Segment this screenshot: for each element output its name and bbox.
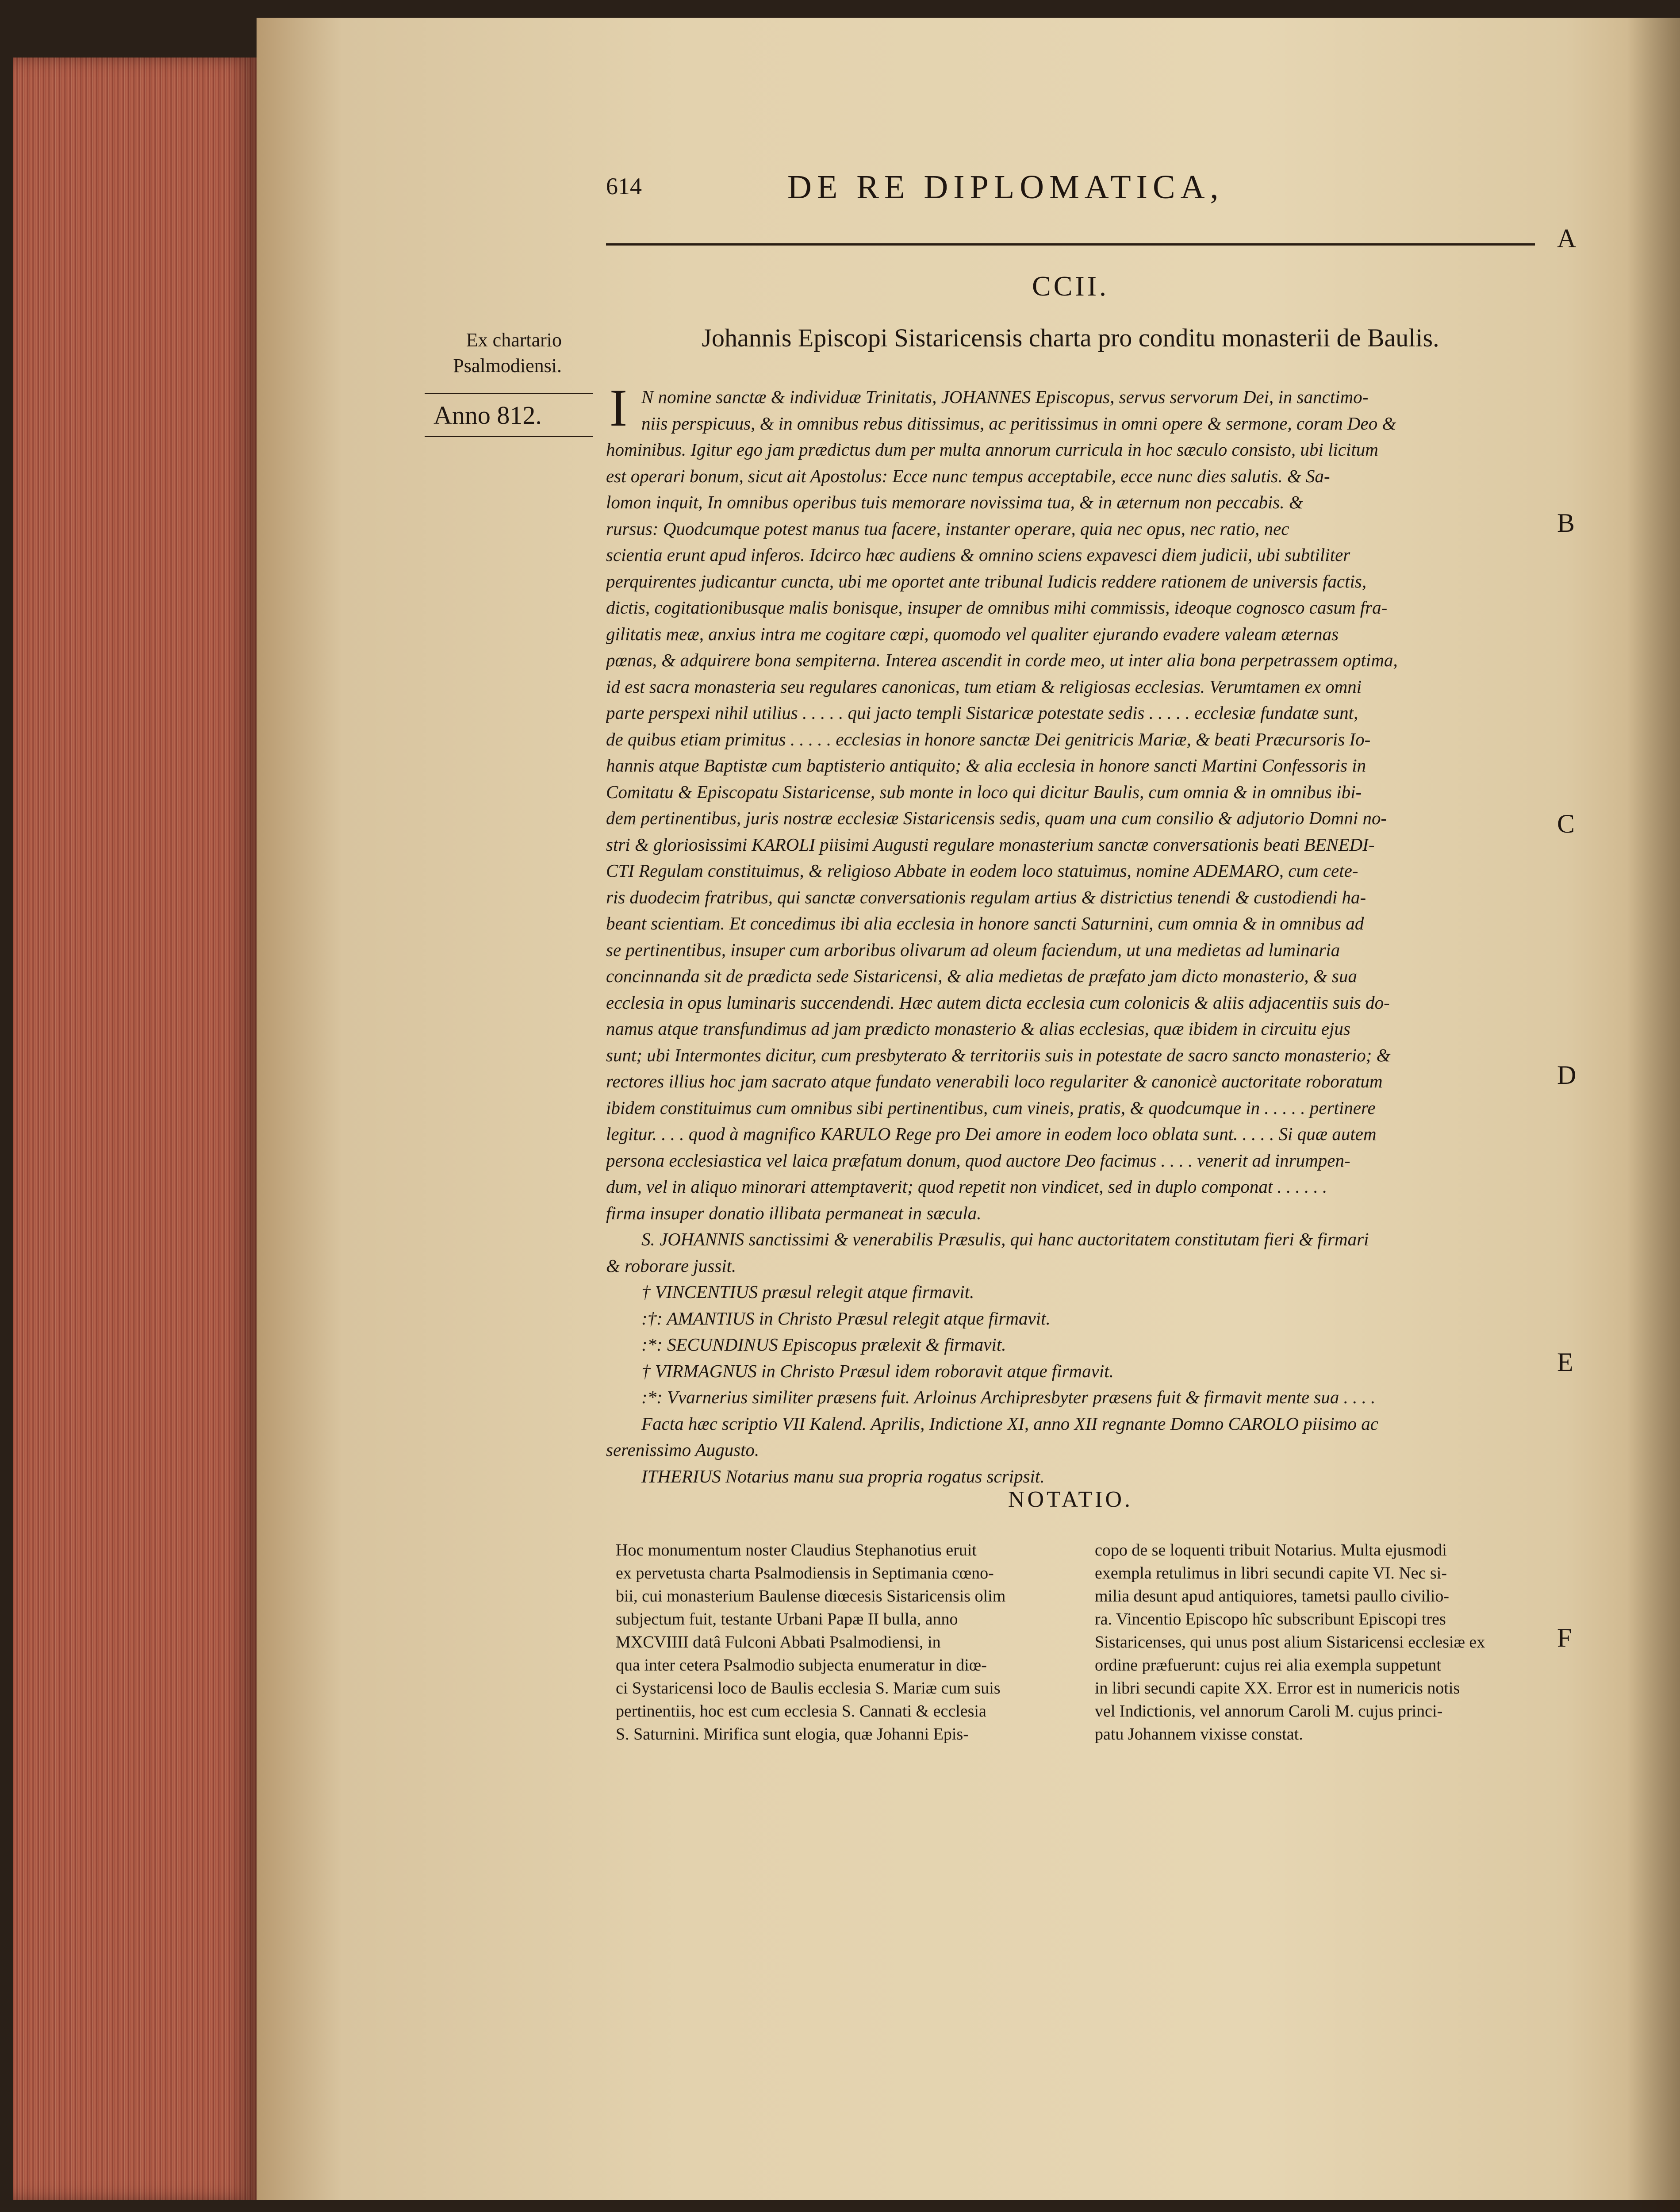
charter-line: gilitatis meæ, anxius intra me cogitare cœpi, quomodo vel qualiter ejurando evadere valeam æternas (606, 623, 1339, 644)
charter-line: rectores illius hoc jam sacrato atque fundato venerabili loco regulariter & canonicè auctoritate roboratum (606, 1071, 1383, 1091)
notatio-line: copo de se loquenti tribuit Notarius. Multa ejusmodi (1095, 1541, 1447, 1559)
charter-line: se pertinentibus, insuper cum arboribus olivarum ad oleum faciendum, ut una medietas ad luminaria (606, 939, 1340, 960)
sidenote-source-line: Psalmodiensi. (453, 355, 562, 376)
charter-line: rursus: Quodcumque potest manus tua facere, instanter operare, quia nec opus, nec ratio, nec (606, 518, 1289, 539)
charter-line: de quibus etiam primitus . . . . . ecclesias in honore sanctæ Dei genitricis Mariæ, & beati Præcursoris Io- (606, 729, 1371, 749)
charter-line: id est sacra monasteria seu regulares canonicas, tum etiam & religiosas ecclesias. Verumtamen ex omni (606, 676, 1362, 697)
margin-letter-d: D (1557, 1060, 1576, 1090)
charter-line: sunt; ubi Intermontes dicitur, cum presbyterato & territoriis suis in potestate de sacro sancto monasterio; & (606, 1045, 1391, 1065)
charter-line: perquirentes judicantur cuncta, ubi me oportet ante tribunal Iudicis reddere rationem de universis factis, (606, 571, 1367, 591)
sidenote-rule (425, 436, 593, 437)
notatio-column-right (1095, 1539, 1537, 1746)
signature-line: & roborare jussit. (606, 1255, 736, 1276)
charter-line: stri & gloriosissimi KAROLI piisimi Augusti regulare monasterium sanctæ conversationis beati BENEDI- (606, 834, 1375, 855)
notatio-line: qua inter cetera Psalmodio subjecta enumeratur in diœ- (616, 1656, 987, 1674)
margin-letter-e: E (1557, 1348, 1573, 1377)
charter-line: ibidem constituimus cum omnibus sibi pertinentibus, cum vineis, pratis, & quodcumque in . . . . . pertinere (606, 1097, 1376, 1118)
notatio-line: Sistaricenses, qui unus post alium Sistaricensi ecclesiæ ex (1095, 1633, 1485, 1651)
spine-shadow (1627, 18, 1680, 2212)
notatio-line: Hoc monumentum noster Claudius Stephanotius eruit (616, 1541, 977, 1559)
notatio-line: subjectum fuit, testante Urbani Papæ II bulla, anno (616, 1610, 958, 1628)
charter-line: firma insuper donatio illibata permaneat in sæcula. (606, 1202, 982, 1223)
sidenote-source-line: Ex chartario (466, 329, 562, 351)
charter-line: beant scientiam. Et concedimus ibi alia ecclesia in honore sancti Saturnini, cum omnia & in omnibus ad (606, 913, 1364, 933)
charter-text (606, 384, 1539, 1490)
signature-line: † VIRMAGNUS in Christo Præsul idem roboravit atque firmavit. (641, 1360, 1114, 1381)
charter-line: ris duodecim fratribus, qui sanctæ conversationis regulam artius & districtius tenendi & custodiendi ha- (606, 887, 1366, 907)
charter-line: namus atque transfundimus ad jam prædicto monasterio & alias ecclesias, quæ ibidem in circuitu ejus (606, 1018, 1350, 1039)
charter-line: N nomine sanctæ & individuæ Trinitatis, JOHANNES Episcopus, servus servorum Dei, in sanctimo- (641, 387, 1369, 407)
charter-line: dictis, cogitationibusque malis bonisque, insuper de omnibus mihi commissis, ideoque cognosco casum fra- (606, 597, 1388, 618)
charter-line: dem pertinentibus, juris nostræ ecclesiæ Sistaricensis sedis, quam una cum consilio & adjutorio Domni no- (606, 808, 1387, 828)
charter-line: est operari bonum, sicut ait Apostolus: Ecce nunc tempus acceptabile, ecce nunc dies salutis. & Sa- (606, 465, 1330, 486)
notatio-line: milia desunt apud antiquiores, tametsi paullo civilio- (1095, 1587, 1450, 1605)
notatio-line: ra. Vincentio Episcopo hîc subscribunt Episcopi tres (1095, 1610, 1446, 1628)
notatio-line: bii, cui monasterium Baulense diœcesis Sistaricensis olim (616, 1587, 1006, 1605)
notatio-line: pertinentiis, hoc est cum ecclesia S. Cannati & ecclesia (616, 1702, 986, 1720)
document-number: CCII. (1032, 270, 1109, 302)
notatio-line: MXCVIIII datâ Fulconi Abbati Psalmodiensi, in (616, 1633, 941, 1651)
margin-letter-a: A (1557, 224, 1576, 253)
notatio-line: vel Indictionis, vel annorum Caroli M. cujus princi- (1095, 1702, 1443, 1720)
notatio-line: ex pervetusta charta Psalmodiensis in Septimania cœno- (616, 1564, 994, 1582)
signature-line: † VINCENTIUS præsul relegit atque firmavit. (641, 1282, 974, 1302)
charter-line: CTI Regulam constituimus, & religioso Abbate in eodem loco statuimus, nomine ADEMARO, cum cete- (606, 860, 1358, 881)
page-number: 614 (606, 173, 642, 200)
sidenote-year: Anno 812. (433, 401, 542, 430)
notatio-line: exempla retulimus in libri secundi capite VI. Nec si- (1095, 1564, 1447, 1582)
signature-line: S. JOHANNIS sanctissimi & venerabilis Præsulis, qui hanc auctoritatem constitutam fieri & firmari (641, 1229, 1369, 1249)
notatio-line: ordine præfuerunt: cujus rei alia exempla suppetunt (1095, 1656, 1441, 1674)
notatio-column-left (616, 1539, 1058, 1746)
drop-cap: I (610, 378, 627, 437)
signature-line: serenissimo Augusto. (606, 1440, 759, 1460)
page-edges (13, 58, 257, 2200)
margin-letter-f: F (1557, 1623, 1572, 1652)
notatio-heading: NOTATIO. (1008, 1487, 1133, 1512)
signature-line: :*: SECUNDINUS Episcopus prælexit & firmavit. (641, 1334, 1006, 1355)
sidenote-source (429, 327, 562, 379)
running-title: DE RE DIPLOMATICA, (787, 169, 1224, 206)
charter-line: niis perspicuus, & in omnibus rebus ditissimus, ac peritissimus in omni opere & sermone, coram Deo & (641, 413, 1396, 434)
charter-line: dum, vel in aliquo minorari attemptaverit; quod repetit non vindicet, sed in duplo componat . . . . . . (606, 1176, 1327, 1197)
header-rule (606, 243, 1535, 246)
charter-line: legitur. . . . quod à magnifico KARULO Rege pro Dei amore in eodem loco oblata sunt. . . . . Si quæ autem (606, 1124, 1377, 1144)
signature-line: :*: Vvarnerius similiter præsens fuit. Arloinus Archipresbyter præsens fuit & firmavit mente sua . . . . (641, 1387, 1376, 1407)
sidenote-rule (425, 393, 593, 394)
notatio-line: patu Johannem vixisse constat. (1095, 1725, 1303, 1743)
charter-line: ecclesia in opus luminaris succendendi. Hæc autem dicta ecclesia cum colonicis & aliis adjacentiis suis do- (606, 992, 1390, 1013)
charter-line: scientia erunt apud inferos. Idcirco hæc audiens & omnino sciens expavesci diem judicii, ubi subtiliter (606, 545, 1350, 565)
charter-line: lomon inquit, In omnibus operibus tuis memorare novissima tua, & in æternum non peccabis. & (606, 492, 1303, 512)
charter-line: hominibus. Igitur ego jam prædictus dum per multa annorum curricula in hoc sæculo consisto, ubi licitum (606, 439, 1378, 460)
notatio-line: S. Saturnini. Mirifica sunt elogia, quæ Johanni Epis- (616, 1725, 969, 1743)
notatio-line: ci Systaricensi loco de Baulis ecclesia S. Mariæ cum suis (616, 1679, 1001, 1697)
signature-line: :†: AMANTIUS in Christo Præsul relegit atque firmavit. (641, 1308, 1051, 1329)
charter-line: parte perspexi nihil utilius . . . . . qui jacto templi Sistaricæ potestate sedis . . . . . ecclesiæ fundatæ sunt, (606, 703, 1358, 723)
margin-letter-b: B (1557, 508, 1575, 538)
signature-line: Facta hæc scriptio VII Kalend. Aprilis, Indictione XI, anno XII regnante Domno CAROLO piisimo ac (641, 1413, 1378, 1434)
notatio-line: in libri secundi capite XX. Error est in numericis notis (1095, 1679, 1460, 1697)
charter-line: persona ecclesiastica vel laica præfatum donum, quod auctore Deo facimus . . . . venerit ad inrumpen- (606, 1150, 1350, 1171)
signature-line: ITHERIUS Notarius manu sua propria rogatus scripsit. (641, 1466, 1045, 1486)
running-head (606, 168, 1517, 221)
charter-line: pœnas, & adquirere bona sempiterna. Interea ascendit in corde meo, ut inter alia bona perpetrassem optima, (606, 650, 1398, 670)
charter-line: Comitatu & Episcopatu Sistaricense, sub monte in loco qui dicitur Baulis, cum omnia & in omnibus ibi- (606, 781, 1362, 802)
margin-letter-c: C (1557, 809, 1575, 838)
charter-line: concinnanda sit de prædicta sede Sistaricensi, & alia medietas de præfato jam dicto monasterio, & sua (606, 966, 1357, 986)
document-title: Johannis Episcopi Sistaricensis charta pro conditu monasterii de Baulis. (702, 323, 1439, 352)
charter-line: hannis atque Baptistæ cum baptisterio antiquito; & alia ecclesia in honore sancti Martini Confessoris in (606, 755, 1366, 776)
